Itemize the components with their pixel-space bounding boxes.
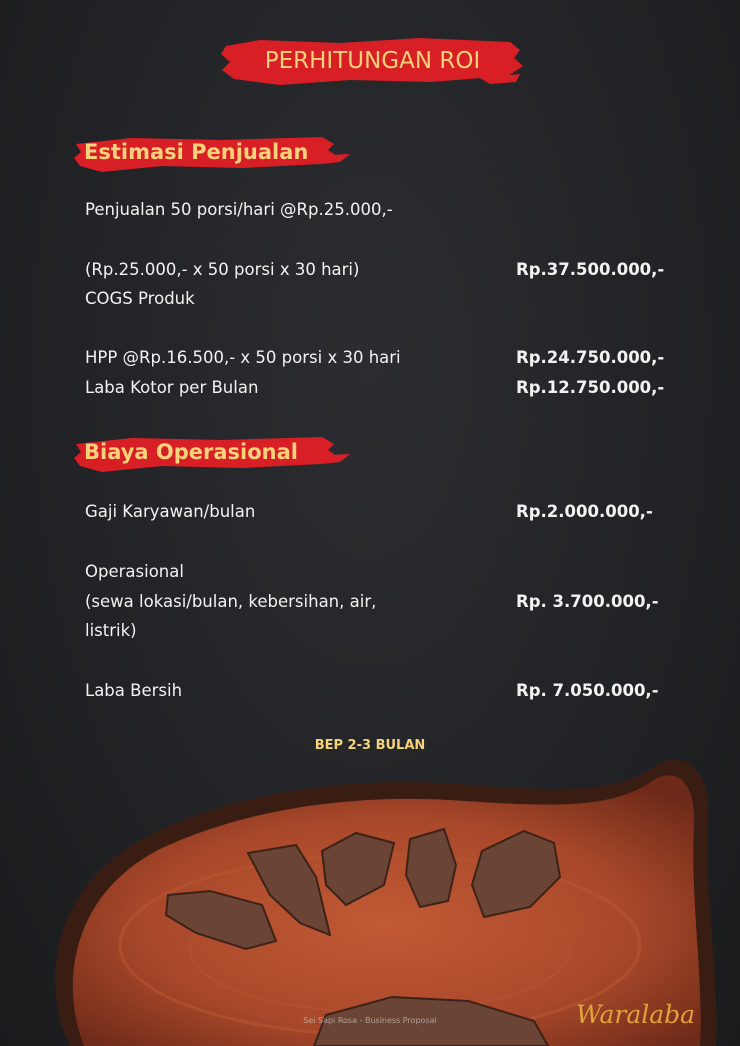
- revenue-formula: (Rp.25.000,- x 50 porsi x 30 hari): [85, 260, 360, 279]
- operational-detail: (sewa lokasi/bulan, kebersihan, air,: [85, 592, 377, 611]
- title-banner: [220, 34, 525, 90]
- operational-label: Operasional: [85, 562, 184, 581]
- net-profit-label: Laba Bersih: [85, 681, 183, 700]
- operational-detail-2: listrik): [85, 621, 137, 640]
- footer-note: Sei Sapi Rosa - Business Proposal: [303, 1016, 437, 1025]
- hpp-formula: HPP @Rp.16.500,- x 50 porsi x 30 hari: [85, 348, 401, 367]
- sales-line: Penjualan 50 porsi/hari @Rp.25.000,-: [85, 200, 393, 219]
- hpp-amount: Rp.24.750.000,-: [516, 348, 665, 367]
- section-heading-estimasi: [72, 130, 352, 176]
- cogs-label: COGS Produk: [85, 289, 195, 308]
- section-title: Estimasi Penjualan: [84, 140, 309, 164]
- gross-profit-amount: Rp.12.750.000,-: [516, 378, 665, 397]
- section-heading-biaya: [72, 430, 352, 476]
- brand-logo: Waralaba: [576, 1000, 696, 1029]
- bep-label: BEP 2-3 BULAN: [314, 738, 426, 753]
- net-profit-amount: Rp. 7.050.000,-: [516, 681, 659, 700]
- revenue-amount: Rp.37.500.000,-: [516, 260, 665, 279]
- section-title: Biaya Operasional: [84, 440, 298, 464]
- gross-profit-label: Laba Kotor per Bulan: [85, 378, 259, 397]
- salary-label: Gaji Karyawan/bulan: [85, 502, 256, 521]
- page-title: PERHITUNGAN ROI: [264, 48, 481, 74]
- operational-amount: Rp. 3.700.000,-: [516, 592, 659, 611]
- salary-amount: Rp.2.000.000,-: [516, 502, 653, 521]
